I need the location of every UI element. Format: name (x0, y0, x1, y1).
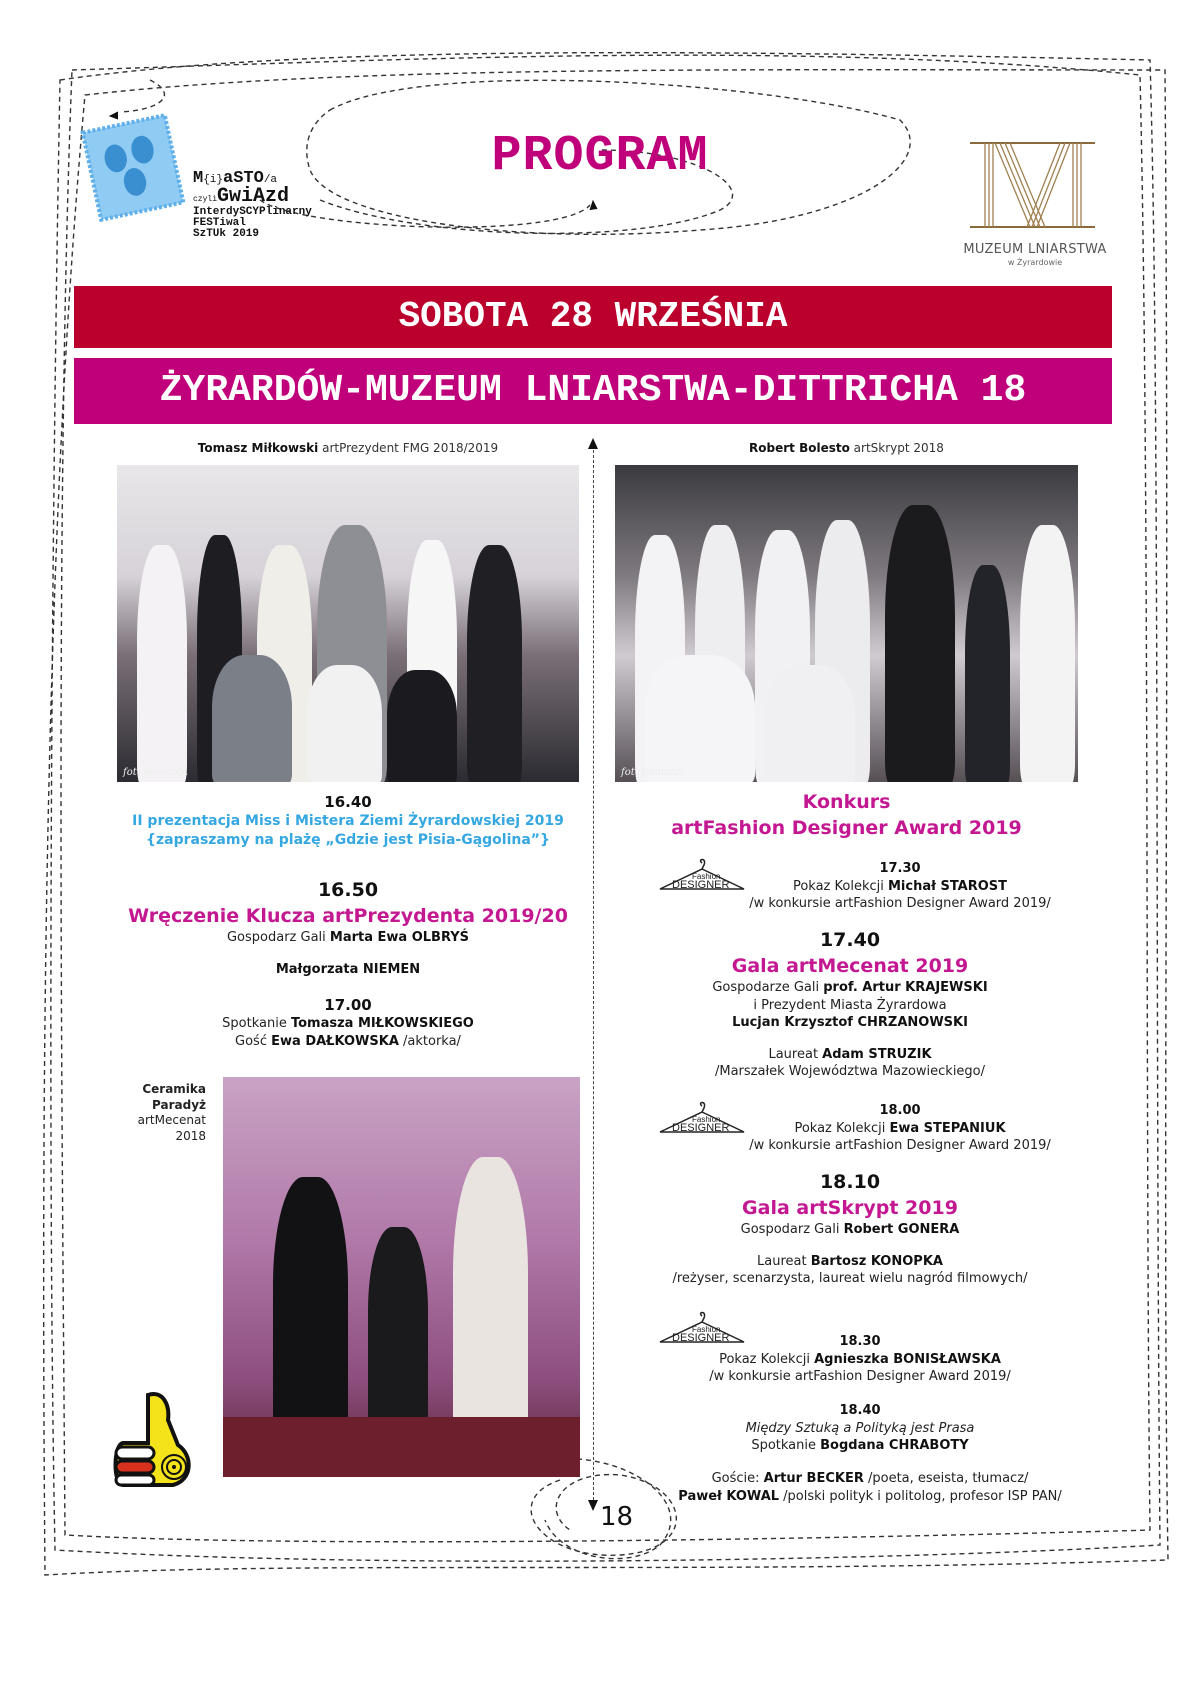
host2-name: Lucjan Krzysztof CHRZANOWSKI (732, 1015, 968, 1031)
event-guest (100, 1033, 596, 1051)
museum-m-logo-icon (965, 135, 1100, 235)
place-banner: ŻYRARDÓW-MUZEUM LNIARSTWA-DITTRICHA 18 (74, 358, 1112, 424)
event-time: 17.30 (879, 861, 921, 876)
event-title: Wręczenie Klucza artPrezydenta 2019/20 (128, 904, 568, 927)
guest-1 (640, 1470, 1100, 1488)
event-laureate (640, 1046, 1060, 1064)
date-banner: SOBOTA 28 WRZEŚNIA (74, 286, 1112, 348)
event-time: 18.40 (839, 1403, 881, 1418)
event-1730 (690, 860, 1110, 913)
event-note: /w konkursie artFashion Designer Award 2019/ (749, 1138, 1051, 1154)
svg-text:DESIGNER: DESIGNER (672, 879, 730, 891)
page-number: 18 (600, 1502, 634, 1532)
event-1840-guests (640, 1470, 1100, 1505)
svg-text:Fashion: Fashion (692, 1325, 721, 1334)
ceramika-l1: Ceramika (142, 1082, 206, 1096)
guest-2 (640, 1488, 1100, 1506)
ceramika-l3: artMecenat (137, 1113, 206, 1128)
photo-bolesto-group (615, 465, 1078, 782)
photo2-caption-name: Robert Bolesto (749, 441, 850, 455)
event-time: 18.10 (819, 1171, 881, 1193)
guest1-note: /poeta, eseista, tłumacz/ (863, 1471, 1029, 1486)
event-title: Gala artMecenat 2019 (731, 954, 969, 977)
laureate-label: Laureat (757, 1253, 811, 1269)
photo1-caption-name: Tomasz Miłkowski (197, 441, 319, 455)
event-title: Gala artSkrypt 2019 (742, 1196, 958, 1219)
photo2-caption (615, 441, 1078, 455)
guest1-name: Artur BECKER (763, 1471, 864, 1486)
festival-stamp-logo (79, 112, 187, 224)
event-show (690, 1120, 1110, 1138)
guest-note: /aktorka/ (398, 1033, 461, 1049)
svg-text:Fashion: Fashion (692, 872, 721, 881)
laureate-name: Bartosz KONOPKA (810, 1253, 943, 1269)
host-name: prof. Artur KRAJEWSKI (823, 980, 988, 996)
laureate-note: /Marszałek Województwa Mazowieckiego/ (714, 1064, 986, 1080)
photo1-credit: fot. RomanS. (123, 767, 189, 778)
event-meeting (650, 1437, 1070, 1455)
event-1800 (690, 1102, 1110, 1155)
festival-line2: GwiAzd (217, 185, 290, 208)
photo2-credit: fot. RomanS. (621, 767, 687, 778)
ceramika-l4: 2018 (175, 1128, 206, 1143)
host2 (640, 1014, 1060, 1032)
event-1830 (650, 1333, 1070, 1386)
event-time: 18.30 (839, 1334, 881, 1349)
guest-name: Małgorzata NIEMEN (275, 961, 421, 977)
designer-name: Ewa STEPANIUK (889, 1120, 1006, 1136)
event-note: /w konkursie artFashion Designer Award 2019/ (709, 1369, 1011, 1385)
event-1700 (100, 995, 596, 1050)
event-show (650, 1351, 1070, 1369)
event-time: 16.50 (317, 879, 379, 901)
meeting-name: Tomasza MIŁKOWSKIEGO (290, 1016, 474, 1032)
contest-heading (615, 790, 1078, 841)
festival-line4: FESTiwal (193, 217, 246, 229)
event-show (690, 878, 1110, 896)
photo1-caption (117, 441, 579, 455)
laureate-note: /reżyser, scenarzysta, laureat wielu nagród filmowych/ (672, 1271, 1028, 1287)
festival-line1-suffix: /a (263, 174, 278, 186)
event-time: 18.00 (879, 1103, 921, 1118)
photo-ceramika-stage (223, 1077, 580, 1477)
ceramika-l2: Paradyż (152, 1097, 206, 1112)
photo-miłkowski-group (117, 465, 579, 782)
museum-name: MUZEUM LNIARSTWA (963, 242, 1107, 257)
svg-text:DESIGNER: DESIGNER (672, 1122, 730, 1134)
page-title: PROGRAM (491, 128, 709, 185)
column-divider (593, 445, 594, 1505)
museum-location: w Żyrardowie (1007, 258, 1063, 267)
event-1740 (640, 928, 1060, 1081)
festival-line3: InterdySCYPlinarny (193, 206, 312, 218)
host-label: Gospodarz Gali (740, 1222, 844, 1238)
laureate-name: Adam STRUZIK (822, 1046, 932, 1062)
guest2-note: /polski polityk i politolog, profesor ISP PAN/ (779, 1488, 1062, 1504)
event-note: {zapraszamy na plażę „Gdzie jest Pisia-Gągolina”} (146, 832, 550, 849)
meeting-name: Bogdana CHRABOTY (820, 1438, 969, 1454)
designer-name: Michał STAROST (887, 878, 1008, 894)
event-time: 16.40 (324, 793, 372, 811)
event-note: /w konkursie artFashion Designer Award 2019/ (749, 896, 1051, 912)
thumbs-up-logo-icon (108, 1385, 208, 1490)
arrow-up-icon (588, 438, 598, 449)
ceramika-caption (118, 1082, 206, 1144)
laureate-label: Laureat (768, 1046, 823, 1062)
event-time: 17.00 (324, 996, 372, 1014)
event-host (640, 1221, 1060, 1239)
contest-name: artFashion Designer Award 2019 (671, 816, 1022, 839)
host-name: Marta Ewa OLBRYŚ (329, 930, 470, 946)
host-label: Gospodarz Gali (226, 930, 330, 946)
event-guest (100, 961, 596, 979)
host-label: Gospodarze Gali (712, 980, 824, 996)
guest-name: Ewa DAŁKOWSKA (271, 1033, 399, 1049)
festival-line5: SzTUk 2019 (193, 228, 260, 240)
festival-line1-rest: aSTO (223, 169, 264, 188)
designer-name: Agnieszka BONISŁAWSKA (814, 1351, 1001, 1367)
festival-line1-bracket: {i} (203, 174, 224, 186)
svg-text:Fashion: Fashion (692, 1115, 721, 1124)
event-host (640, 979, 1060, 997)
guests-label: Goście: (711, 1471, 764, 1486)
svg-text:DESIGNER: DESIGNER (672, 1332, 730, 1344)
show-label: Pokaz Kolekcji (792, 878, 888, 894)
event-title: Między Sztuką a Polityką jest Prasa (745, 1420, 975, 1436)
host-name: Robert GONERA (843, 1222, 960, 1238)
photo2-caption-role: artSkrypt 2018 (849, 441, 944, 455)
photo1-caption-role: artPrezydent FMG 2018/2019 (318, 441, 499, 455)
event-meeting (100, 1015, 596, 1033)
event-1810 (640, 1170, 1060, 1288)
event-1640 (117, 792, 579, 850)
meeting-label: Spotkanie (222, 1016, 291, 1032)
meeting-label: Spotkanie (751, 1438, 821, 1454)
event-time: 17.40 (819, 929, 881, 951)
show-label: Pokaz Kolekcji (719, 1351, 815, 1367)
arrow-down-icon (588, 1500, 598, 1511)
event-1650 (100, 878, 596, 978)
guest2-name: Paweł KOWAL (678, 1488, 780, 1504)
event-title: II prezentacja Miss i Mistera Ziemi Żyrardowskiej 2019 (132, 813, 564, 830)
event-laureate (640, 1253, 1060, 1271)
festival-line2-small: czyli (193, 195, 218, 204)
festival-name-logo (193, 170, 312, 240)
contest-label: Konkurs (802, 791, 891, 813)
event-1840 (650, 1402, 1070, 1455)
event-host (100, 929, 596, 947)
festival-line1: M (193, 169, 204, 188)
guest-label: Gość (235, 1033, 272, 1049)
host2-label: i Prezydent Miasta Żyrardowa (753, 997, 947, 1013)
show-label: Pokaz Kolekcji (794, 1120, 890, 1136)
